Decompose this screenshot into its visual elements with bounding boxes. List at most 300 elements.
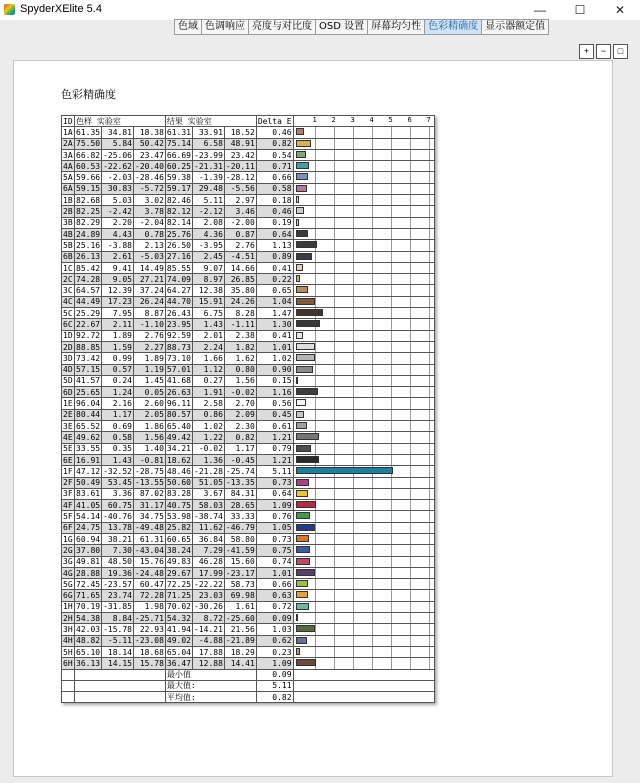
- target-l: 24.75: [76, 523, 101, 533]
- row-id: 4G: [63, 568, 73, 578]
- delta-e-bar-cell: [293, 285, 434, 296]
- gridline: [391, 602, 392, 612]
- delta-e-bar-cell: [293, 556, 434, 567]
- gridline: [315, 285, 316, 295]
- gridline: [353, 658, 354, 668]
- gridline: [315, 195, 316, 205]
- delta-e-bar-cell: [293, 398, 434, 409]
- delta-e-value: 0.71: [256, 161, 293, 172]
- delta-e-bar-cell: [293, 296, 434, 307]
- target-b: -49.48: [135, 523, 164, 533]
- gridline: [372, 511, 373, 521]
- delta-e-bar-cell: [293, 387, 434, 398]
- delta-e-bar-cell: [293, 319, 434, 330]
- table-row: [62, 308, 435, 319]
- target-a: 23.74: [102, 590, 134, 601]
- row-id: 4H: [63, 636, 73, 646]
- gridline: [334, 489, 335, 499]
- result-l: 88.73: [166, 342, 191, 352]
- delta-e-value: 1.09: [256, 500, 293, 511]
- delta-e-bar: [296, 490, 308, 497]
- gridline: [372, 500, 373, 510]
- target-l: 65.10: [76, 647, 101, 657]
- target-l: 49.81: [76, 557, 101, 567]
- target-a: 9.41: [102, 262, 134, 273]
- result-a: 17.88: [193, 646, 225, 657]
- table-row: [62, 556, 435, 567]
- target-a: -3.88: [102, 240, 134, 251]
- target-a: 0.99: [102, 353, 134, 364]
- result-a: -14.21: [194, 625, 223, 634]
- gridline: [334, 195, 335, 205]
- gridline: [334, 297, 335, 307]
- table-row: [62, 319, 435, 330]
- result-a: 8.97: [193, 274, 225, 285]
- summary-row: [62, 680, 435, 691]
- result-b: -1.11: [224, 319, 256, 330]
- result-b: -0.45: [224, 454, 256, 465]
- gridline: [391, 500, 392, 510]
- gridline: [410, 127, 411, 137]
- result-b: 33.33: [224, 511, 256, 522]
- delta-e-bar: [296, 637, 308, 644]
- result-a: -2.12: [193, 206, 225, 217]
- gridline: [391, 376, 392, 386]
- target-a: 19.36: [102, 567, 134, 578]
- delta-e-value: 1.03: [256, 624, 293, 635]
- scale-tick: 5: [388, 116, 393, 125]
- table-row: [62, 262, 435, 273]
- summary-blank: [75, 680, 166, 691]
- tab-3[interactable]: OSD 设置: [315, 19, 367, 35]
- delta-e-bar-cell: [293, 353, 434, 364]
- gridline: [372, 263, 373, 273]
- gridline: [429, 127, 430, 137]
- gridline: [353, 161, 354, 171]
- result-b: 2.09: [224, 409, 256, 420]
- gridline: [391, 365, 392, 375]
- summary-value: 0.09: [256, 669, 293, 680]
- gridline: [334, 478, 335, 488]
- gridline: [429, 455, 430, 465]
- table-row: [62, 579, 435, 590]
- gridline: [334, 240, 335, 250]
- gridline: [372, 557, 373, 567]
- gridline: [410, 353, 411, 363]
- gridline: [372, 240, 373, 250]
- tab-2[interactable]: 亮度与对比度: [248, 19, 315, 35]
- target-l: 33.55: [76, 444, 101, 454]
- table-row: [62, 477, 435, 488]
- result-l: 92.59: [166, 331, 191, 341]
- table-row: [62, 285, 435, 296]
- delta-e-bar: [296, 140, 312, 147]
- gridline: [315, 139, 316, 149]
- delta-e-bar: [296, 332, 304, 339]
- gridline: [391, 398, 392, 408]
- gridline: [391, 658, 392, 668]
- target-l: 36.13: [76, 658, 101, 668]
- gridline: [334, 534, 335, 544]
- gridline: [429, 511, 430, 521]
- delta-e-value: 1.21: [256, 432, 293, 443]
- delta-e-value: 0.23: [256, 646, 293, 657]
- table-row: [62, 454, 435, 465]
- gridline: [410, 647, 411, 657]
- gridline: [372, 319, 373, 329]
- result-l: 25.82: [166, 523, 191, 533]
- summary-blank: [62, 692, 75, 703]
- delta-e-value: 0.73: [256, 477, 293, 488]
- result-a: 1.02: [193, 421, 225, 432]
- delta-e-value: 0.58: [256, 183, 293, 194]
- gridline: [410, 274, 411, 284]
- delta-e-value: 0.15: [256, 375, 293, 386]
- gridline: [334, 579, 335, 589]
- gridline: [410, 150, 411, 160]
- report-title: 色彩精确度: [61, 88, 116, 101]
- result-a: -3.95: [193, 240, 225, 251]
- gridline: [410, 387, 411, 397]
- delta-e-bar: [296, 264, 304, 271]
- gridline: [372, 218, 373, 228]
- table-row: [62, 646, 435, 657]
- result-b: 0.80: [224, 364, 256, 375]
- gridline: [334, 331, 335, 341]
- delta-e-value: 0.82: [256, 138, 293, 149]
- target-b: 1.45: [134, 375, 166, 386]
- gridline: [429, 229, 430, 239]
- result-a: 46.28: [193, 556, 225, 567]
- gridline: [372, 161, 373, 171]
- result-a: 0.86: [193, 409, 225, 420]
- row-id: 6B: [63, 252, 73, 262]
- target-b: 72.28: [134, 590, 166, 601]
- table-row: [62, 511, 435, 522]
- row-id: 5G: [63, 579, 73, 589]
- gridline: [353, 432, 354, 442]
- gridline: [391, 206, 392, 216]
- gridline: [334, 252, 335, 262]
- gridline: [410, 184, 411, 194]
- gridline: [410, 410, 411, 420]
- target-l: 54.14: [76, 512, 101, 522]
- tab-1[interactable]: 色调响应: [201, 19, 248, 35]
- gridline: [315, 557, 316, 567]
- gridline: [315, 331, 316, 341]
- target-a: 1.17: [102, 409, 134, 420]
- gridline: [353, 511, 354, 521]
- delta-e-bar: [296, 207, 305, 214]
- gridline: [391, 444, 392, 454]
- gridline: [372, 342, 373, 352]
- result-l: 38.24: [166, 545, 191, 555]
- zoom-fit-icon[interactable]: □: [613, 44, 628, 59]
- gridline: [372, 455, 373, 465]
- tab-0[interactable]: 色域: [174, 19, 201, 35]
- target-b: 1.19: [134, 364, 166, 375]
- delta-e-bar-cell: [293, 421, 434, 432]
- gridline: [315, 478, 316, 488]
- gridline: [372, 308, 373, 318]
- target-l: 66.82: [76, 150, 101, 160]
- summary-blank: [293, 669, 434, 680]
- gridline: [334, 545, 335, 555]
- gridline: [353, 195, 354, 205]
- gridline: [410, 218, 411, 228]
- delta-e-bar: [296, 433, 319, 440]
- row-id: 5D: [63, 376, 73, 386]
- target-b: 15.76: [134, 556, 166, 567]
- gridline: [334, 421, 335, 431]
- delta-e-bar-cell: [293, 432, 434, 443]
- gridline: [410, 624, 411, 634]
- gridline: [353, 240, 354, 250]
- result-b: 14.66: [224, 262, 256, 273]
- row-id: 5F: [63, 512, 73, 522]
- gridline: [429, 331, 430, 341]
- summary-row: [62, 692, 435, 703]
- target-l: 60.53: [76, 161, 101, 171]
- gridline: [372, 410, 373, 420]
- result-a: 36.84: [193, 533, 225, 544]
- maximize-button[interactable]: ☐: [574, 3, 586, 17]
- gridline: [410, 636, 411, 646]
- target-l: 26.13: [76, 252, 101, 262]
- gridline: [410, 195, 411, 205]
- delta-e-bar: [296, 128, 305, 135]
- target-b: 1.86: [134, 421, 166, 432]
- delta-e-bar-cell: [293, 477, 434, 488]
- gridline: [372, 602, 373, 612]
- gridline: [410, 331, 411, 341]
- table-row: [62, 500, 435, 511]
- gridline: [391, 568, 392, 578]
- result-a: 7.29: [193, 545, 225, 556]
- target-b: -20.40: [135, 161, 164, 171]
- app-logo-icon: [4, 4, 15, 15]
- result-l: 60.65: [166, 534, 191, 544]
- delta-e-bar: [296, 309, 324, 316]
- result-b: -21.89: [225, 636, 255, 646]
- table-row: [62, 228, 435, 239]
- result-a: 1.12: [193, 364, 225, 375]
- result-b: 48.91: [224, 138, 256, 149]
- result-l: 65.40: [166, 421, 191, 431]
- delta-e-bar-cell: [293, 488, 434, 499]
- scale-tick: 3: [350, 116, 355, 125]
- gridline: [334, 150, 335, 160]
- tab-6[interactable]: 显示器额定值: [481, 19, 549, 35]
- result-b: 23.42: [224, 149, 256, 160]
- target-l: 70.19: [76, 602, 101, 612]
- delta-e-bar: [296, 411, 305, 418]
- result-b: 35.80: [224, 285, 256, 296]
- delta-e-bar-cell: [293, 646, 434, 657]
- gridline: [353, 229, 354, 239]
- row-id: 1B: [63, 195, 73, 205]
- delta-e-value: 0.46: [256, 206, 293, 217]
- target-a: 48.50: [102, 556, 134, 567]
- report-page[interactable]: [13, 60, 613, 777]
- result-b: 15.60: [224, 556, 256, 567]
- gridline: [353, 365, 354, 375]
- result-a: 2.08: [193, 217, 225, 228]
- gridline: [410, 455, 411, 465]
- gridline: [353, 500, 354, 510]
- tab-5[interactable]: 色彩精确度: [424, 19, 481, 35]
- gridline: [372, 545, 373, 555]
- row-id: 1H: [63, 602, 73, 612]
- result-a: 1.66: [193, 353, 225, 364]
- delta-e-bar-cell: [293, 206, 434, 217]
- gridline: [334, 285, 335, 295]
- result-l: 27.16: [166, 252, 191, 262]
- gridline: [315, 545, 316, 555]
- target-b: 1.40: [134, 443, 166, 454]
- delta-e-value: 0.54: [256, 149, 293, 160]
- row-id: 1D: [63, 331, 73, 341]
- result-l: 66.69: [166, 150, 191, 160]
- table-row: [62, 624, 435, 635]
- table-row: [62, 613, 435, 624]
- gridline: [353, 545, 354, 555]
- result-b: -13.35: [225, 478, 255, 488]
- col-header-id: ID: [63, 116, 73, 126]
- result-a: 2.58: [193, 398, 225, 409]
- delta-e-bar: [296, 298, 316, 305]
- gridline: [372, 297, 373, 307]
- gridline: [410, 297, 411, 307]
- delta-e-value: 1.21: [256, 454, 293, 465]
- gridline: [391, 557, 392, 567]
- result-b: 21.56: [224, 624, 256, 635]
- result-l: 59.17: [166, 184, 191, 194]
- gridline: [353, 523, 354, 533]
- gridline: [391, 387, 392, 397]
- gridline: [410, 161, 411, 171]
- result-b: -0.02: [224, 387, 256, 398]
- target-a: 53.45: [102, 477, 134, 488]
- gridline: [372, 647, 373, 657]
- zoom-in-icon[interactable]: +: [579, 44, 594, 59]
- target-l: 16.91: [76, 455, 101, 465]
- target-l: 92.72: [76, 331, 101, 341]
- target-l: 65.52: [76, 421, 101, 431]
- gridline: [353, 184, 354, 194]
- gridline: [391, 285, 392, 295]
- tab-4[interactable]: 屏幕均匀性: [367, 19, 424, 35]
- delta-e-bar-cell: [293, 228, 434, 239]
- target-b: 27.21: [134, 274, 166, 285]
- target-a: 34.81: [102, 127, 134, 138]
- target-l: 41.57: [76, 376, 101, 386]
- gridline: [353, 647, 354, 657]
- delta-e-bar: [296, 219, 300, 226]
- delta-e-bar-cell: [293, 579, 434, 590]
- gridline: [353, 455, 354, 465]
- gridline: [315, 127, 316, 137]
- gridline: [410, 229, 411, 239]
- table-row: [62, 206, 435, 217]
- gridline: [315, 398, 316, 408]
- close-button[interactable]: ✕: [614, 3, 626, 17]
- result-a: 23.03: [193, 590, 225, 601]
- gridline: [334, 206, 335, 216]
- gridline: [410, 285, 411, 295]
- delta-e-bar-cell: [293, 443, 434, 454]
- gridline: [353, 613, 354, 623]
- result-a: 2.45: [193, 251, 225, 262]
- result-l: 29.67: [166, 568, 191, 578]
- delta-e-value: 0.74: [256, 556, 293, 567]
- target-b: 8.87: [134, 308, 166, 319]
- gridline: [429, 398, 430, 408]
- result-a: 51.05: [193, 477, 225, 488]
- scale-tick: 4: [369, 116, 374, 125]
- gridline: [372, 590, 373, 600]
- target-a: 0.24: [102, 375, 134, 386]
- delta-e-bar-cell: [293, 454, 434, 465]
- gridline: [410, 263, 411, 273]
- table-row: [62, 217, 435, 228]
- result-l: 34.21: [166, 444, 191, 454]
- result-a: 3.67: [193, 488, 225, 499]
- target-a: 2.20: [102, 217, 134, 228]
- gridline: [315, 172, 316, 182]
- result-a: 15.91: [193, 296, 225, 307]
- zoom-out-icon[interactable]: −: [596, 44, 611, 59]
- target-a: 1.59: [102, 341, 134, 352]
- target-l: 85.42: [76, 263, 101, 273]
- target-l: 82.29: [76, 218, 101, 228]
- delta-e-bar: [296, 524, 316, 531]
- delta-e-bar-cell: [293, 590, 434, 601]
- target-a: -22.62: [103, 161, 132, 171]
- delta-e-value: 0.65: [256, 285, 293, 296]
- gridline: [334, 590, 335, 600]
- gridline: [334, 365, 335, 375]
- gridline: [372, 658, 373, 668]
- result-a: 6.58: [193, 138, 225, 149]
- row-id: 1C: [63, 263, 73, 273]
- gridline: [410, 568, 411, 578]
- result-b: 1.61: [224, 601, 256, 612]
- minimize-button[interactable]: —: [534, 3, 546, 17]
- gridline: [391, 127, 392, 137]
- gridline: [353, 624, 354, 634]
- gridline: [391, 161, 392, 171]
- result-a: 4.36: [193, 228, 225, 239]
- gridline: [429, 421, 430, 431]
- col-header-patch: 色样 实验室: [75, 116, 166, 127]
- result-l: 26.50: [166, 240, 191, 250]
- gridline: [410, 602, 411, 612]
- gridline: [391, 613, 392, 623]
- result-a: 1.43: [193, 319, 225, 330]
- target-l: 60.94: [76, 534, 101, 544]
- table-row: [62, 364, 435, 375]
- gridline: [372, 376, 373, 386]
- target-a: -31.85: [103, 602, 132, 612]
- gridline: [315, 161, 316, 171]
- target-a: -2.03: [102, 172, 134, 183]
- gridline: [334, 376, 335, 386]
- gridline: [410, 478, 411, 488]
- delta-e-bar: [296, 659, 317, 666]
- gridline: [315, 184, 316, 194]
- gridline: [334, 387, 335, 397]
